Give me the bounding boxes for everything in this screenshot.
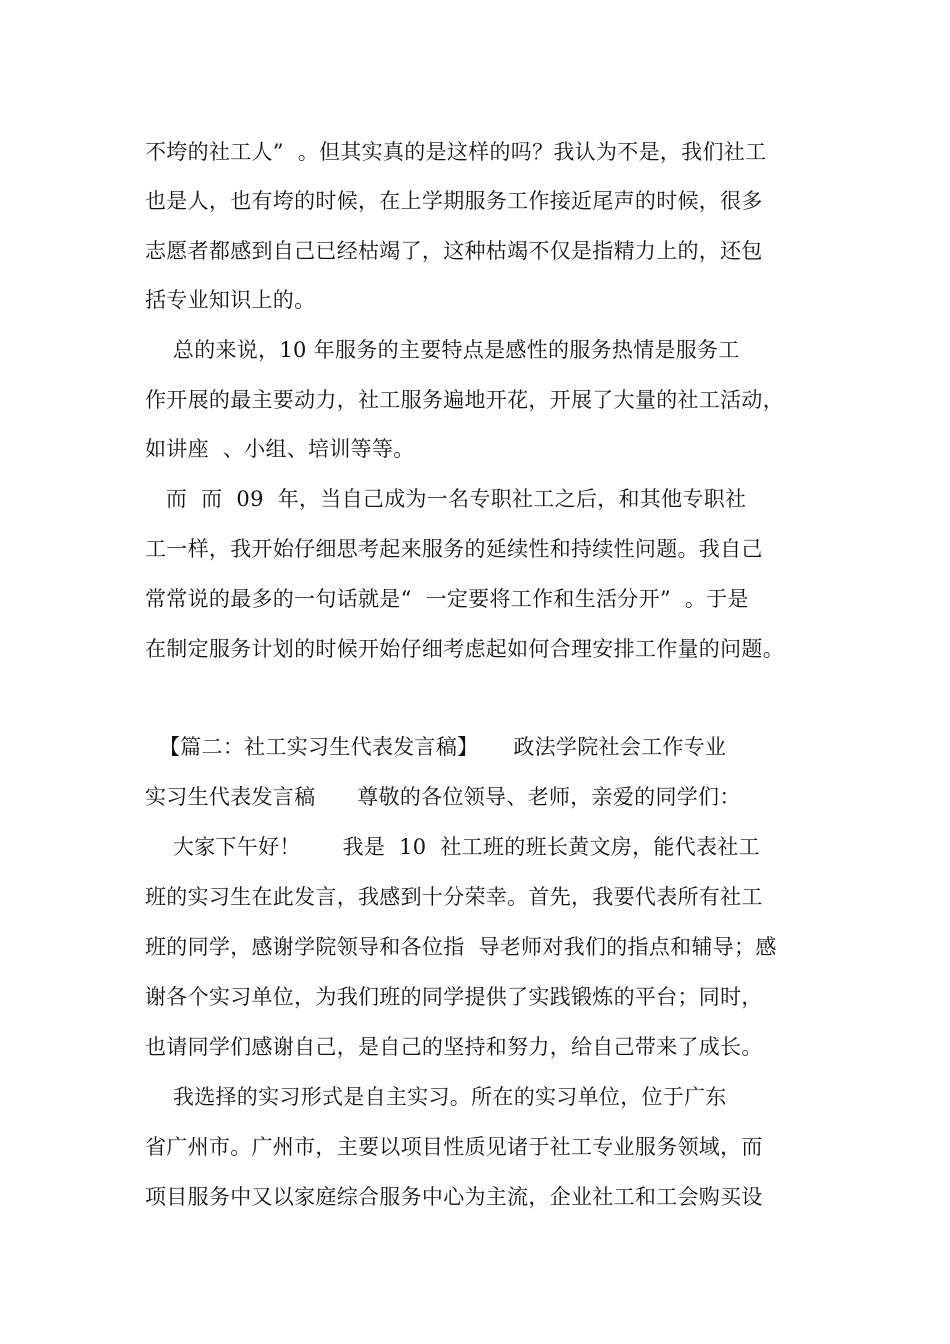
text-line: 谢各个实习单位，为我们班的同学提供了实践锻炼的平台；同时，: [145, 985, 763, 1009]
text-line: 不垮的社工人” 。但其实真的是这样的吗？我认为不是，我们社工: [145, 140, 767, 164]
text-line: 在制定服务计划的时候开始仔细考虑起如何合理安排工作量的问题。: [145, 637, 784, 661]
text-line: 也请同学们感谢自己，是自己的坚持和努力，给自己带来了成长。: [145, 1035, 763, 1059]
text-line: 志愿者都感到自己已经枯竭了，这种枯竭不仅是指精力上的，还包: [145, 239, 763, 263]
text-line: 项目服务中又以家庭综合服务中心为主流，企业社工和工会购买设: [145, 1185, 763, 1209]
text-line: 作开展的最主要动力，社工服务遍地开花，开展了大量的社工活动，: [145, 388, 784, 412]
text-line: 常常说的最多的一句话就是“ 一定要将工作和生活分开” 。于是: [145, 587, 749, 611]
text-line: 大家下午好！ 我是 10 社工班的班长黄文房，能代表社工: [145, 835, 760, 859]
text-line: 括专业知识上的。: [145, 288, 316, 312]
text-line: 班的同学，感谢学院领导和各位指 导老师对我们的指点和辅导；感: [145, 935, 777, 959]
text-line: 也是人，也有垮的时候，在上学期服务工作接近尾声的时候，很多: [145, 189, 763, 213]
text-line: 我选择的实习形式是自主实习。所在的实习单位，位于广东: [145, 1085, 727, 1109]
section-heading-line: 【篇二：社工实习生代表发言稿】 政法学院社会工作专业: [145, 735, 727, 759]
text-line: 总的来说，10 年服务的主要特点是感性的服务热情是服务工: [145, 338, 740, 362]
text-line: 实习生代表发言稿 尊敬的各位领导、老师，亲爱的同学们：: [145, 785, 741, 809]
text-line: 工一样，我开始仔细思考起来服务的延续性和持续性问题。我自己: [145, 537, 763, 561]
text-line: 如讲座 、小组、培训等等。: [145, 437, 415, 461]
text-line: 而 而 09 年，当自己成为一名专职社工之后，和其他专职社: [145, 487, 747, 511]
text-line: 班的实习生在此发言，我感到十分荣幸。首先，我要代表所有社工: [145, 885, 763, 909]
text-line: 省广州市。广州市，主要以项目性质见诸于社工专业服务领域，而: [145, 1135, 763, 1159]
